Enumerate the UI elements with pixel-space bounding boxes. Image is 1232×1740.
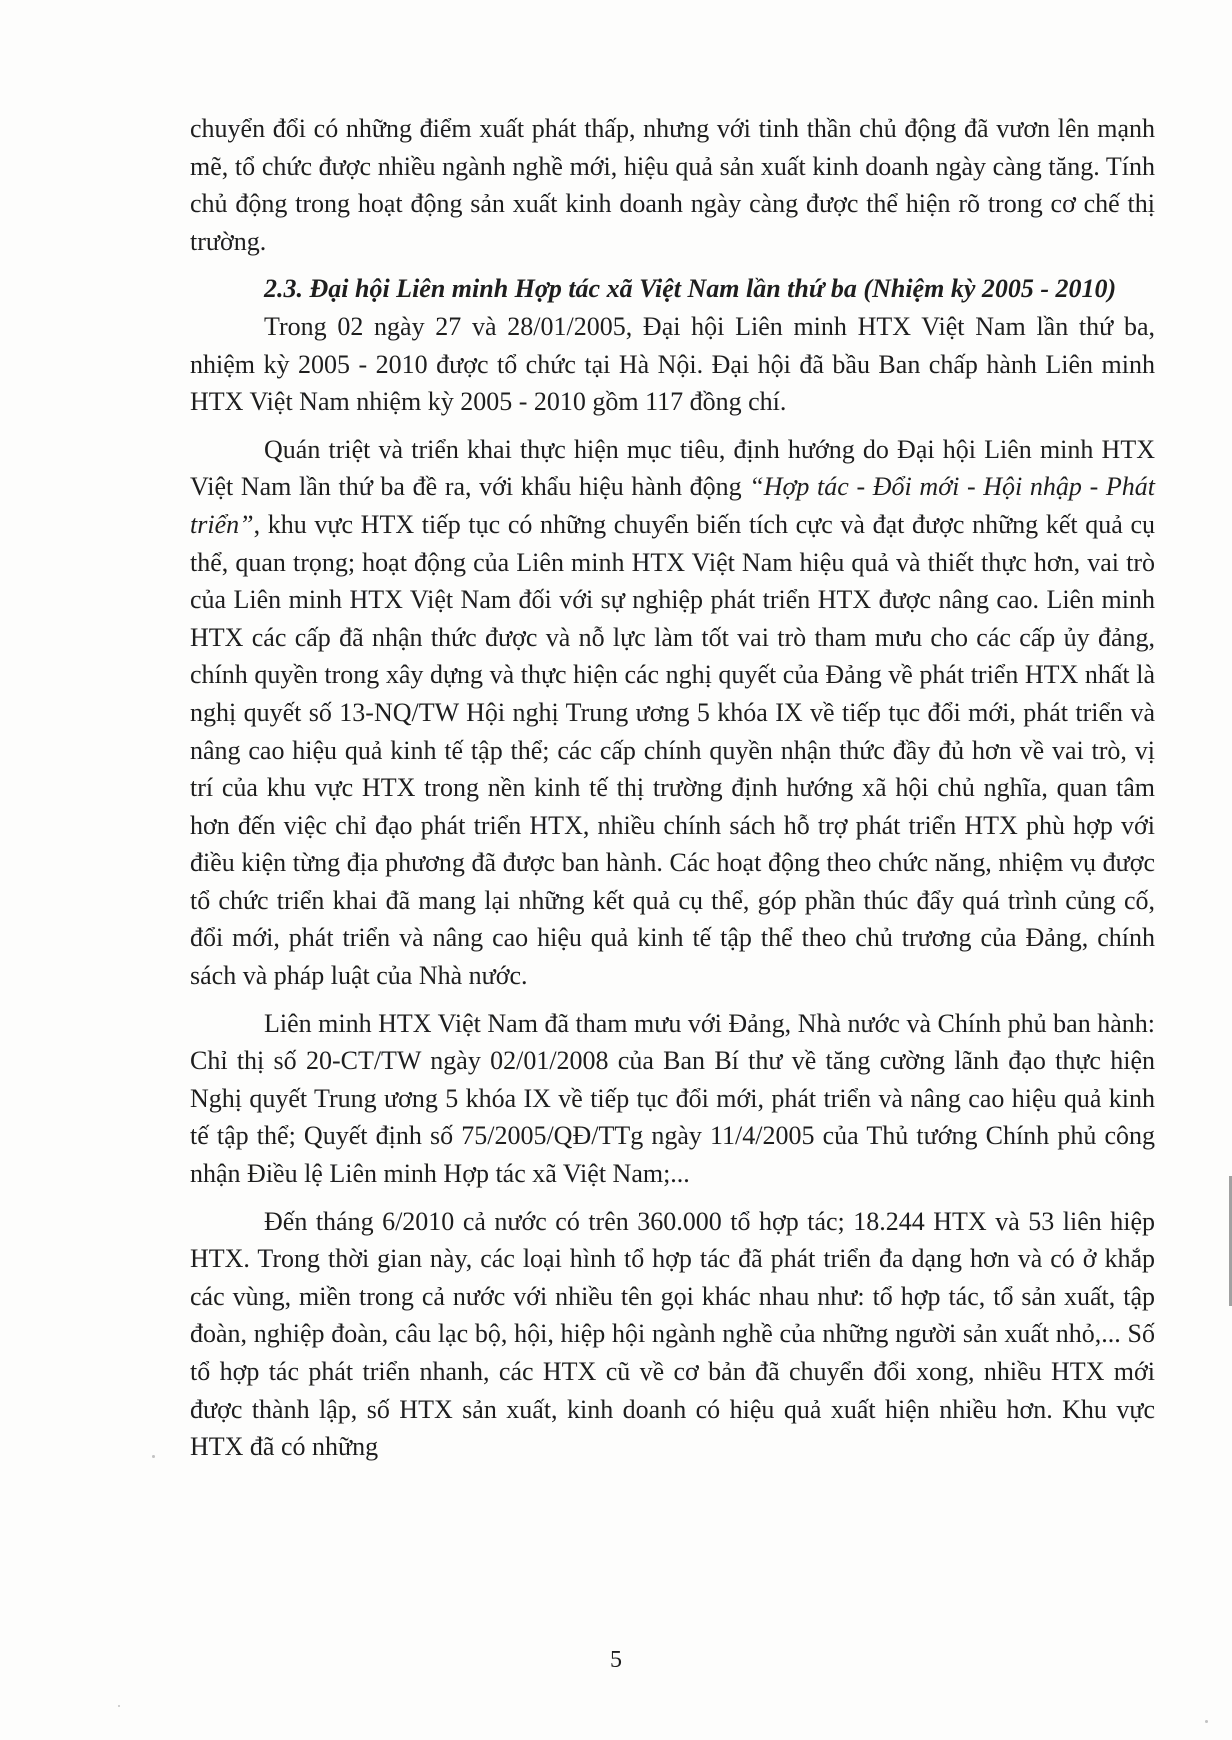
paragraph-implementation-body: , khu vực HTX tiếp tục có những chuyển biến tích cực và đạt được những kết quả cụ thể, quan trọng; hoạt động của Liên minh HTX Việt Nam hiệu quả và thiết thực hơn, vai trò của Liên minh HTX Việt Nam đối với sự nghiệp phát triển HTX được nâng cao. Liên minh HTX các cấp đã nhận thức được và nỗ lực làm tốt vai trò tham mưu cho các cấp ủy đảng, chính quyền trong xây dựng và thực hiện các nghị quyết của Đảng về phát triển HTX nhất là nghị quyết số 13-NQ/TW Hội nghị Trung ương 5 khóa IX về tiếp tục đổi mới, phát triển và nâng cao hiệu quả kinh tế tập thể; các cấp chính quyền nhận thức đầy đủ hơn về vai trò, vị trí của khu vực HTX trong nền kinh tế thị trường định hướng xã hội chủ nghĩa, quan tâm hơn đến việc chỉ đạo phát triển HTX, nhiều chính sách hỗ trợ phát triển HTX phù hợp với điều kiện từng địa phương đã được ban hành. Các hoạt động theo chức năng, nhiệm vụ được tổ chức triển khai đã mang lại những kết quả cụ thể, góp phần thúc đẩy quá trình củng cố, đổi mới, phát triển và nâng cao hiệu quả kinh tế tập thể theo chủ trương của Đảng, chính sách và pháp luật của Nhà nước. <box>190 509 1155 991</box>
paragraph-implementation-intro: Quán triệt và triển khai thực hiện mục tiêu, định hướng do Đại hội Liên minh HTX Việt Nam lần thứ ba đề ra, với khẩu hiệu hành động <box>190 434 1155 502</box>
paragraph-advisory: Liên minh HTX Việt Nam đã tham mưu với Đảng, Nhà nước và Chính phủ ban hành: Chỉ thị số 20-CT/TW ngày 02/01/2008 của Ban Bí thư về tăng cường lãnh đạo thực hiện Nghị quyết Trung ương 5 khóa IX về tiếp tục đổi mới, phát triển và nâng cao hiệu quả kinh tế tập thể; Quyết định số 75/2005/QĐ/TTg ngày 11/4/2005 của Thủ tướng Chính phủ công nhận Điều lệ Liên minh Hợp tác xã Việt Nam;... <box>190 1008 1155 1189</box>
intro-paragraph: chuyển đổi có những điểm xuất phát thấp, nhưng với tinh thần chủ động đã vươn lên mạnh mẽ, tổ chức được nhiều ngành nghề mới, hiệu quả sản xuất kinh doanh ngày càng tăng. Tính chủ động trong hoạt động sản xuất kinh doanh ngày càng được thể hiện rõ trong cơ chế thị trường. <box>190 114 1155 256</box>
action-slogan: “Hợp tác - Đổi mới - Hội nhập - Phát triển” <box>190 472 1155 539</box>
scan-speck <box>1205 1720 1208 1723</box>
paragraph-implementation <box>190 431 1155 995</box>
scan-speck <box>118 1705 120 1707</box>
scan-speck <box>152 1455 155 1458</box>
paragraph-congress: Trong 02 ngày 27 và 28/01/2005, Đại hội Liên minh HTX Việt Nam lần thứ ba, nhiệm kỳ 2005 - 2010 được tổ chức tại Hà Nội. Đại hội đã bầu Ban chấp hành Liên minh HTX Việt Nam nhiệm kỳ 2005 - 2010 gồm 117 đồng chí. <box>190 311 1155 417</box>
document-body <box>190 110 1155 1466</box>
page-number: 5 <box>610 1647 622 1673</box>
section-heading: 2.3. Đại hội Liên minh Hợp tác xã Việt Nam lần thứ ba (Nhiệm kỳ 2005 - 2010) <box>264 274 1117 304</box>
paragraph-statistics: Đến tháng 6/2010 cả nước có trên 360.000 tổ hợp tác; 18.244 HTX và 53 liên hiệp HTX. Trong thời gian này, các loại hình tổ hợp tác đã phát triển đa dạng hơn và có ở khắp các vùng, miền trong cả nước với nhiều tên gọi khác nhau như: tổ hợp tác, tổ sản xuất, tập đoàn, nghiệp đoàn, câu lạc bộ, hội, hiệp hội ngành nghề của những người sản xuất nhỏ,... Số tổ hợp tác phát triển nhanh, các HTX cũ về cơ bản đã chuyển đổi xong, nhiều HTX mới được thành lập, số HTX sản xuất, kinh doanh có hiệu quả xuất hiện nhiều hơn. Khu vực HTX đã có những <box>190 1206 1155 1462</box>
